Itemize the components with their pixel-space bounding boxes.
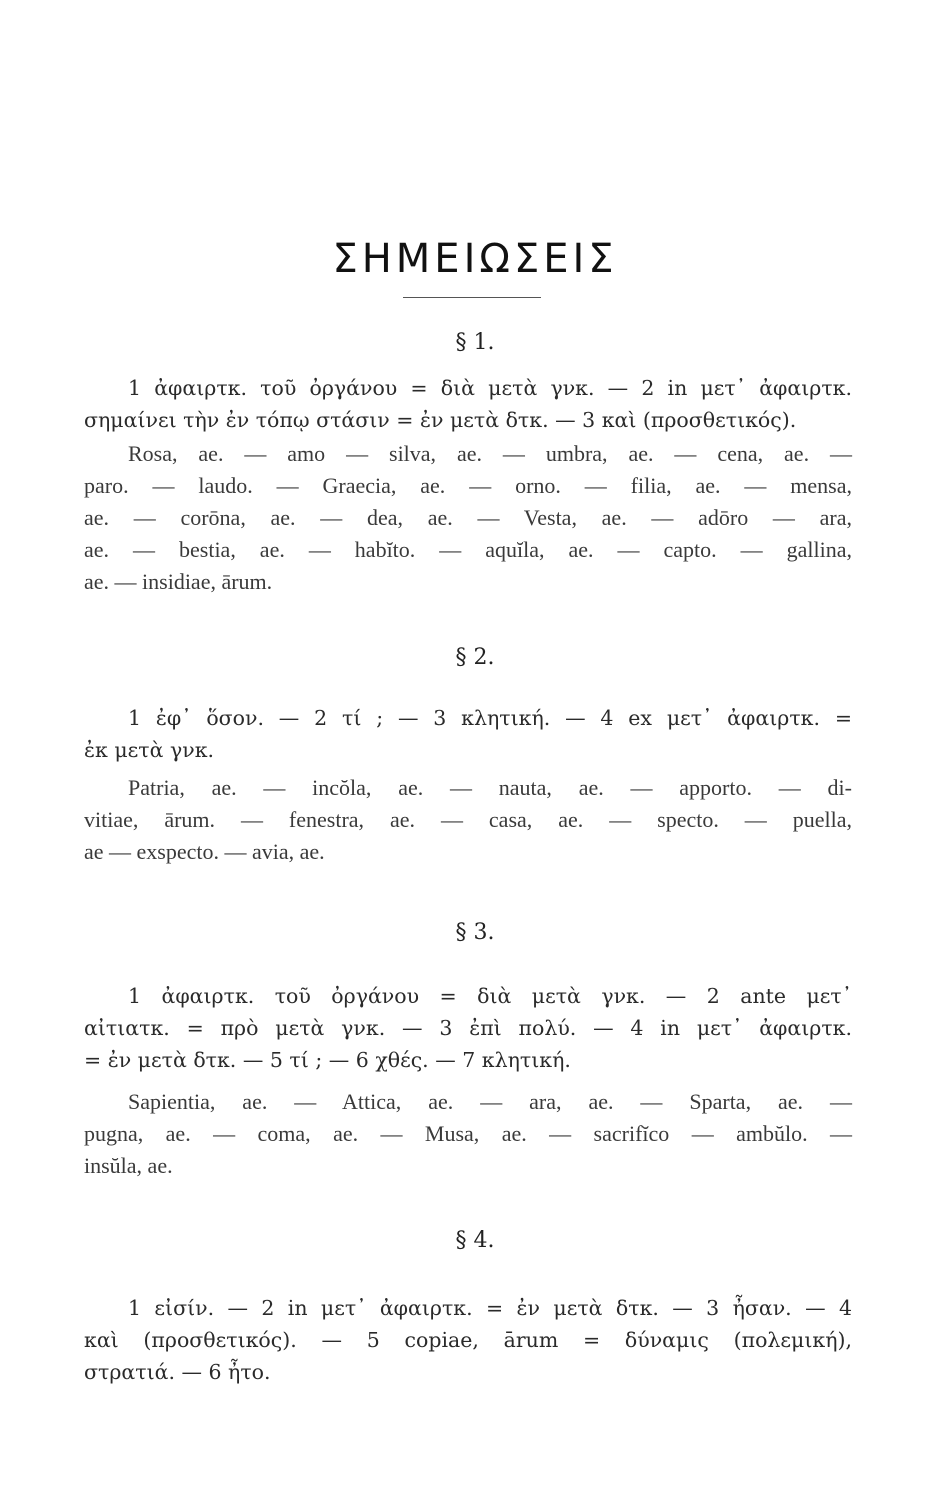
note-line: 1 εἰσίν. — 2 in μετ᾽ ἀφαιρτκ. = ἐν μετὰ δτκ. — 3 ἦσαν. — 4 bbox=[128, 1296, 852, 1320]
note-line: 1 ἐφ᾽ ὅσον. — 2 τί ; — 3 κλητική. — 4 ex μετ᾽ ἀφαιρτκ. = bbox=[128, 706, 852, 730]
vocab-line: ae. — corōna, ae. — dea, ae. — Vesta, ae. — adōro — ara, bbox=[84, 505, 852, 530]
vocab-line: Rosa, ae. — amo — silva, ae. — umbra, ae. — cena, ae. — bbox=[128, 441, 852, 466]
note-line: ἐκ μετὰ γνκ. bbox=[84, 738, 215, 762]
section-4-notes bbox=[84, 1292, 852, 1388]
section-1-vocabulary bbox=[84, 438, 852, 598]
note-line: σημαίνει τὴν ἐν τόπῳ στάσιν = ἐν μετὰ δτκ. — 3 καὶ (προσθετικός). bbox=[84, 408, 797, 432]
section-mark-3: § 3. bbox=[455, 920, 495, 945]
page-title: ΣΗΜΕΙΩΣΕΙΣ bbox=[332, 236, 618, 282]
vocab-line: Patria, ae. — incŏla, ae. — nauta, ae. — apporto. — di- bbox=[128, 775, 852, 800]
vocab-line: paro. — laudo. — Graecia, ae. — orno. — filia, ae. — mensa, bbox=[84, 473, 852, 498]
section-mark-4: § 4. bbox=[455, 1228, 495, 1253]
section-1-notes bbox=[84, 372, 852, 436]
vocab-line: ae — exspecto. — avia, ae. bbox=[84, 839, 325, 864]
note-line: 1 ἀφαιρτκ. τοῦ ὀργάνου = διὰ μετὰ γνκ. — 2 ante μετ᾽ bbox=[128, 984, 852, 1008]
note-line: στρατιά. — 6 ἦτο. bbox=[84, 1360, 271, 1384]
section-2-vocabulary bbox=[84, 772, 852, 868]
section-3-notes bbox=[84, 980, 852, 1076]
section-mark-1: § 1. bbox=[455, 330, 495, 355]
vocab-line: ae. — insidiae, ārum. bbox=[84, 569, 273, 594]
title-divider bbox=[403, 297, 541, 298]
vocab-line: pugna, ae. — coma, ae. — Musa, ae. — sacrifĭco — ambŭlo. — bbox=[84, 1121, 852, 1146]
section-mark-2: § 2. bbox=[455, 645, 495, 670]
note-line: 1 ἀφαιρτκ. τοῦ ὀργάνου = διὰ μετὰ γνκ. — 2 in μετ᾽ ἀφαιρτκ. bbox=[128, 376, 852, 400]
vocab-line: Sapientia, ae. — Attica, ae. — ara, ae. — Sparta, ae. — bbox=[128, 1089, 852, 1114]
vocab-line: vitiae, ārum. — fenestra, ae. — casa, ae. — specto. — puella, bbox=[84, 807, 852, 832]
section-3-vocabulary bbox=[84, 1086, 852, 1182]
note-line: αἰτιατκ. = πρὸ μετὰ γνκ. — 3 ἐπὶ πολύ. — 4 in μετ᾽ ἀφαιρτκ. bbox=[84, 1016, 852, 1040]
note-line: = ἐν μετὰ δτκ. — 5 τί ; — 6 χθές. — 7 κλητική. bbox=[84, 1048, 571, 1072]
note-line: καὶ (προσθετικός). — 5 copiae, ārum = δύναμις (πολεμική), bbox=[84, 1328, 852, 1352]
section-2-notes bbox=[84, 702, 852, 766]
vocab-line: insŭla, ae. bbox=[84, 1153, 173, 1178]
vocab-line: ae. — bestia, ae. — habĭto. — aquĭla, ae. — capto. — gallina, bbox=[84, 537, 852, 562]
